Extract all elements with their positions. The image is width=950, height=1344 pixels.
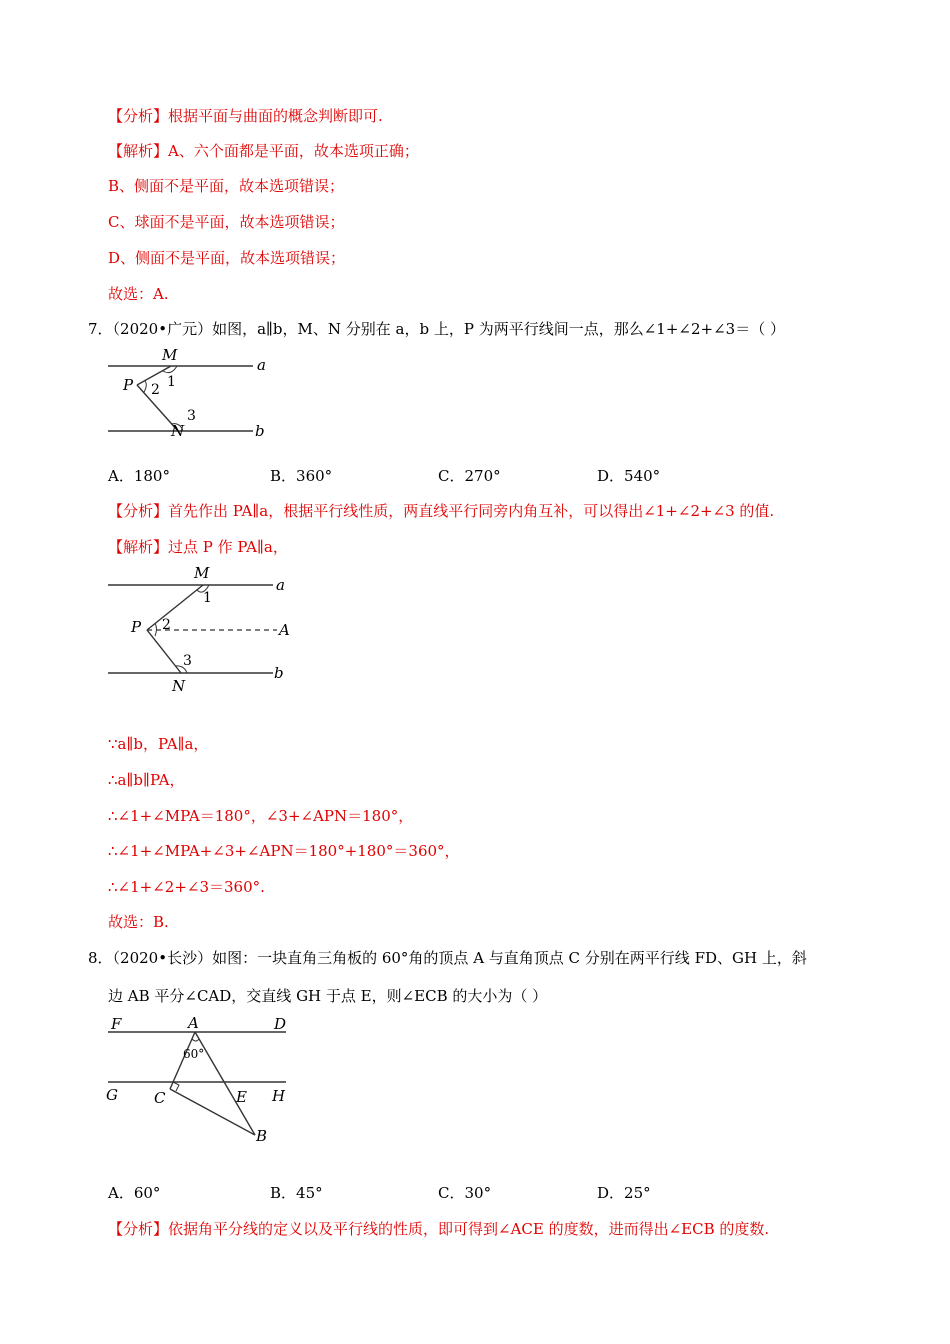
q8-stem-line2: 边 AB 平分∠CAD，交直线 GH 于点 E，则∠ECB 的大小为（ ） [108, 987, 548, 1005]
q7-label-b: b [255, 422, 265, 440]
q7-option-d: D．540° [597, 467, 661, 485]
q6-analysis: 【分析】根据平面与曲面的概念判断即可. [108, 107, 383, 125]
q6-line-b: B、侧面不是平面，故本选项错误； [108, 177, 345, 195]
q8-analysis: 【分析】依据角平分线的定义以及平行线的性质，即可得到∠ACE 的度数，进而得出∠ECB 的度数. [108, 1220, 770, 1238]
q7-label-n: N [171, 422, 185, 440]
q7-label-p: P [123, 376, 134, 394]
q6-solution-head: 【解析】 [108, 142, 169, 160]
q7s-label-b: b [274, 664, 284, 682]
q6-line-c: C、球面不是平面，故本选项错误； [108, 213, 345, 231]
q7s-label-A: A [279, 621, 290, 639]
q6-solution-a: A、六个面都是平面，故本选项正确； [168, 142, 419, 160]
q7-step-5: ∴∠1+∠2+∠3＝360°. [108, 878, 265, 896]
q7-option-a: A．180° [108, 467, 170, 485]
q7s-label-m: M [194, 564, 210, 582]
q8-figure [103, 1012, 298, 1147]
q7-stem: 7．（2020•广元）如图，a∥b，M、N 分别在 a，b 上，P 为两平行线间一点，那么∠1+∠2+∠3＝（ ） [88, 320, 785, 338]
q8-label-60: 60° [183, 1047, 205, 1061]
q7-analysis: 【分析】首先作出 PA∥a，根据平行线性质，两直线平行同旁内角互补，可以得出∠1+∠2+∠3 的值. [108, 502, 775, 520]
q7s-label-3: 3 [183, 653, 192, 669]
q6-solution [108, 141, 419, 161]
q7-option-b: B．360° [270, 467, 333, 485]
q7-label-2: 2 [151, 382, 160, 398]
q8-label-a: A [188, 1014, 199, 1032]
q7-solution: 【解析】过点 P 作 PA∥a， [108, 538, 288, 556]
q7-option-c: C．270° [438, 467, 501, 485]
q7-answer: 故选：B. [108, 913, 169, 931]
q7s-label-2: 2 [162, 617, 171, 633]
q8-label-b: B [256, 1127, 268, 1145]
q7-label-a: a [257, 356, 266, 374]
q8-option-d: D．25° [597, 1184, 651, 1202]
q8-option-b: B．45° [270, 1184, 323, 1202]
q8-label-e: E [236, 1088, 247, 1106]
q7s-label-a: a [276, 576, 285, 594]
q7-step-1: ∵a∥b，PA∥a， [108, 735, 209, 753]
q7-figure [105, 345, 275, 445]
q8-label-h: H [272, 1087, 286, 1105]
q7-step-4: ∴∠1+∠MPA+∠3+∠APN＝180°+180°＝360°， [108, 842, 460, 860]
q8-label-c: C [154, 1089, 166, 1107]
q7s-label-p: P [131, 618, 142, 636]
q7-label-m: M [162, 346, 178, 364]
q8-option-c: C．30° [438, 1184, 492, 1202]
q7s-label-n: N [172, 677, 186, 695]
q8-label-g: G [106, 1086, 118, 1104]
q6-line-d: D、侧面不是平面，故本选项错误； [108, 249, 346, 267]
q7-step-2: ∴a∥b∥PA， [108, 771, 185, 789]
q7s-label-1: 1 [203, 590, 212, 606]
q8-label-f: F [111, 1015, 122, 1033]
q6-answer: 故选：A. [108, 285, 169, 303]
q8-option-a: A．60° [108, 1184, 161, 1202]
q8-label-d: D [274, 1015, 287, 1033]
q8-stem-line1: 8．（2020•长沙）如图：一块直角三角板的 60°角的顶点 A 与直角顶点 C 分别在两平行线 FD、GH 上，斜 [88, 949, 807, 967]
q7-label-3: 3 [187, 408, 196, 424]
q7-step-3: ∴∠1+∠MPA＝180°，∠3+∠APN＝180°， [108, 807, 414, 825]
q7-label-1: 1 [167, 374, 176, 390]
q7-solution-figure [105, 564, 295, 695]
